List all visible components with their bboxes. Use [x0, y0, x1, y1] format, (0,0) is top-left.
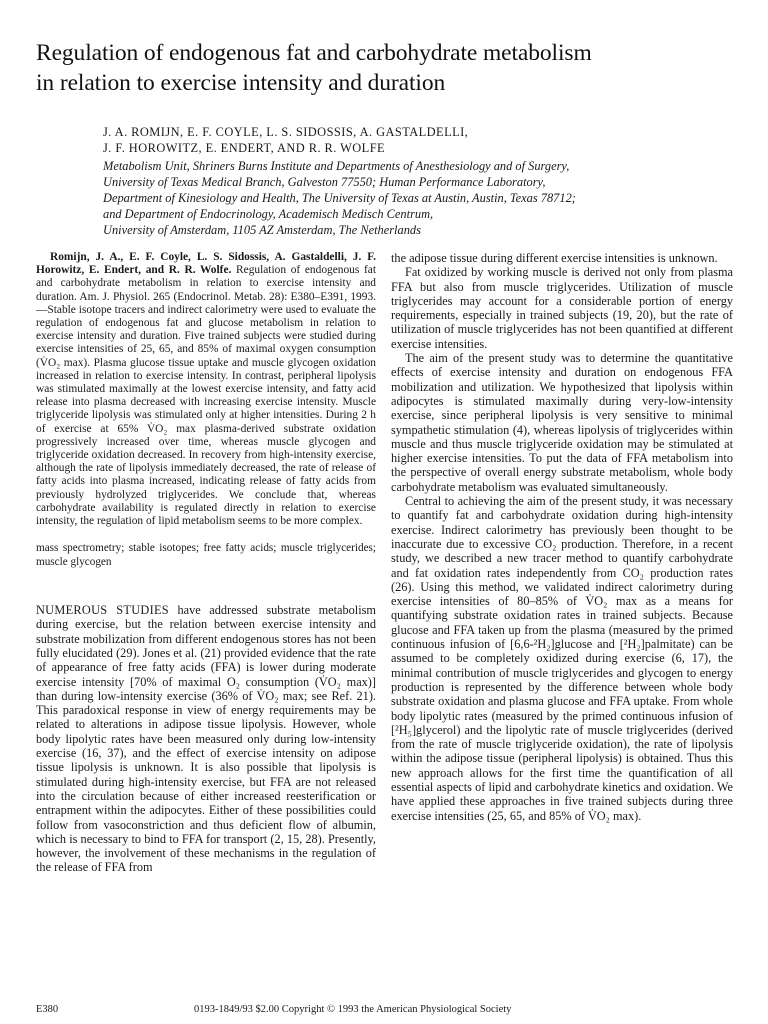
intro-paragraph-1 — [36, 603, 376, 875]
intro-paragraph-3: The aim of the present study was to determine the quantitative effects of exercise intensity and duration on endogenous FFA mobilization and utilization. We hypothesized that lipolysis within adipocytes is stimulated maximally during very-low-intensity exercise, since peripheral lipolysis is very sensitive to minimal sympathetic stimulation (4), whereas lipolysis of triglycerides within muscle and thus muscle triglyceride oxidation may be stimulated at higher exercise intensities. To put the data of FFA metabolism into the perspective of overall energy substrate metabolism, whole body carbohydrate metabolism was evaluated simultaneously. — [391, 351, 733, 494]
intro-paragraph-1-text: have addressed substrate metabolism during exercise, but the relation between exercise intensity and substrate mobilization from different endogenous stores has not been fully elucidated (29). Jones et al. (21) provided evidence that the rate of appearance of free fatty acids (FFA) is lower during moderate exercise intensity [70% of maximal O₂ consumption (V̇O₂ max)] than during low-intensity exercise (36% of V̇O₂ max; see Ref. 21). This paradoxical response in view of energy requirements may be related to alterations in adipose tissue lipolysis. However, whole body lipolytic rates have been measured only during low-intensity exercise (16, 37), and the effect of exercise intensity on adipose tissue lipolysis is unknown. It is also possible that lipolysis is stimulated during high-intensity exercise, but FFA are not released into the circulation because of either increased reesterification or entrapment within the adipocytes. Either of these possibilities could follow from vasoconstriction and thus deficient flow of albumin, which is necessary to bind to FFA for transport (2, 15, 28). Presently, however, the involvement of these mechanisms in the regulation of the release of FFA from — [36, 603, 376, 875]
article-title — [36, 38, 746, 98]
affiliation-line: Department of Kinesiology and Health, The University of Texas at Austin, Austin, Texas 78712; — [103, 191, 576, 205]
abstract-text: Regulation of endogenous fat and carbohydrate metabolism in relation to exercise intensity and duration. Am. J. Physiol. 265 (Endocrinol. Metab. 28): E380–E391, 1993.—Stable isotope tracers and indirect calorimetry were used to evaluate the regulation of endogenous fat and glucose metabolism in relation to exercise intensity and duration. Five trained subjects were studied during exercise intensities of 25, 65, and 85% of maximal oxygen consumption (V̇O₂ max). Plasma glucose tissue uptake and muscle glycogen oxidation increased in relation to exercise intensity. In contrast, peripheral lipolysis was stimulated maximally at the lowest exercise intensity, and fatty acid release into plasma decreased with increasing exercise intensity. Muscle triglyceride lipolysis was stimulated only at higher intensities. During 2 h of exercise at 65% V̇O₂ max plasma-derived substrate oxidation progressively increased over time, whereas muscle glycogen and triglyceride oxidation decreased. In recovery from high-intensity exercise, although the rate of lipolysis immediately decreased, the rate of release of fatty acids into plasma increased, indicating release of fatty acids from previously hydrolyzed triglycerides. We conclude that, whereas carbohydrate availability is regulated directly in relation to exercise intensity, the regulation of lipid metabolism seems to be more complex. — [36, 264, 376, 528]
abstract — [36, 251, 376, 528]
intro-paragraph-2: Fat oxidized by working muscle is derived not only from plasma FFA but also from muscle triglycerides. Utilization of muscle triglycerides may account for a considerable portion of energy requirements, especially in trained subjects (19, 20), but the rate of utilization of muscle triglycerides has not been quantified at different exercise intensities. — [391, 265, 733, 351]
page-number: E380 — [36, 1004, 59, 1015]
intro-paragraph-1-continued: the adipose tissue during different exercise intensities is unknown. — [391, 251, 718, 265]
affiliation-line: Metabolism Unit, Shriners Burns Institute and Departments of Anesthesiology and of Surgery, — [103, 159, 570, 173]
affiliation-line: University of Amsterdam, 1105 AZ Amsterdam, The Netherlands — [103, 223, 421, 237]
copyright-line: 0193-1849/93 $2.00 Copyright © 1993 the American Physiological Society — [194, 1004, 512, 1015]
title-line-1: Regulation of endogenous fat and carbohydrate metabolism — [36, 40, 592, 66]
title-line-2: in relation to exercise intensity and duration — [36, 70, 446, 96]
affiliations — [103, 158, 743, 238]
authors-line-1: J. A. ROMIJN, E. F. COYLE, L. S. SIDOSSIS, A. GASTALDELLI, — [103, 125, 469, 139]
affiliation-line: and Department of Endocrinology, Academisch Medisch Centrum, — [103, 207, 434, 221]
abstract-citation: Romijn, J. A., E. F. Coyle, L. S. Sidossis, A. Gastaldelli, J. F. Horowitz, E. Endert, and R. R. Wolfe. — [36, 251, 376, 277]
intro-paragraph-4: Central to achieving the aim of the present study, it was necessary to quantify fat and carbohydrate oxidation during high-intensity exercise. Indirect calorimetry has previously been thought to be inaccurate due to excessive CO₂ production. Therefore, in a recent study, we described a new tracer method to quantify carbohydrate and fat oxidation rates independently from CO₂ production rates (26). Using this method, we validated indirect calorimetry during exercise intensities of 80–85% of V̇O₂ max as a means for quantifying substrate oxidation rates in trained subjects. Because glucose and FFA taken up from the plasma (measured by the primed continuous infusion of [6,6-²H₂]glucose and [²H₂]palmitate) can be assumed to be completely oxidized during exercise (6, 17), the minimal contribution of muscle triglycerides and glycogen to energy production is represented by the difference between whole body substrate oxidation and plasma glucose and FFA uptake. From whole body lipolytic rates (measured by the primed continuous infusion of [²H₅]glycerol) and the lipolytic rate of muscle triglycerides (derived from the rate of muscle triglyceride oxidation), the rate of lipolysis within the adipose tissue (peripheral lipolysis) is obtained. Thus this new approach allows for the first time the quantification of all essential aspects of lipid and carbohydrate kinetics and oxidation. We have applied these approaches in five trained subjects during three exercise intensities (25, 65, and 85% of V̇O₂ max). — [391, 494, 733, 823]
authors-line-2: J. F. HOROWITZ, E. ENDERT, AND R. R. WOLFE — [103, 141, 386, 155]
right-column — [391, 251, 733, 823]
keywords: mass spectrometry; stable isotopes; free fatty acids; muscle triglycerides; muscle glycogen — [36, 542, 376, 568]
left-column — [36, 251, 376, 875]
intro-lead-in: NUMEROUS STUDIES — [36, 603, 169, 618]
author-list — [103, 124, 743, 156]
affiliation-line: University of Texas Medical Branch, Galveston 77550; Human Performance Laboratory, — [103, 175, 546, 189]
